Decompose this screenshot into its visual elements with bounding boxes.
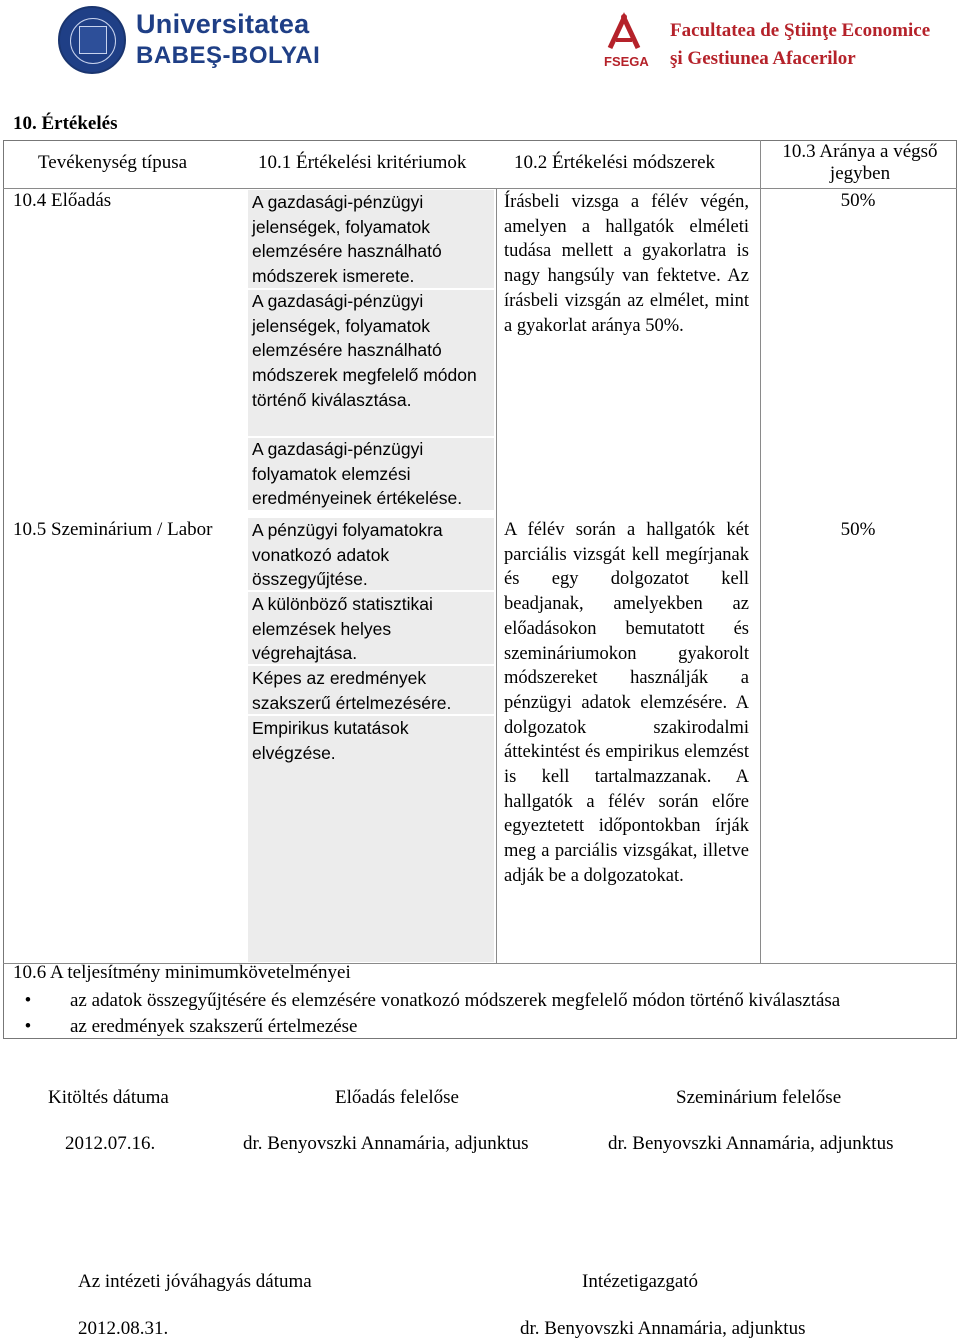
bullet-icon: • bbox=[24, 990, 32, 1011]
row-lecture-criterion: A gazdasági-pénzügyi jelenségek, folyamatok elemzésére használható módszerek ismerete. bbox=[252, 192, 442, 287]
header-activity: Tevékenység típusa bbox=[38, 152, 188, 173]
faculty-name-line2: şi Gestiunea Afacerilor bbox=[670, 48, 856, 69]
director-label: Intézetigazgató bbox=[582, 1271, 699, 1292]
row-lecture-criterion: A gazdasági-pénzügyi folyamatok elemzési eredményeinek értékelése. bbox=[252, 439, 463, 509]
header-criteria: 10.1 Értékelési kritériumok bbox=[258, 152, 467, 173]
minimum-requirements-title: 10.6 A teljesítmény minimumkövetelményei bbox=[13, 962, 351, 983]
fsega-word: FSEGA bbox=[604, 54, 649, 69]
row-seminar-share: 50% bbox=[840, 519, 876, 540]
row-lecture-share: 50% bbox=[840, 190, 876, 211]
row-seminar-criterion: A pénzügyi folyamatokra vonatkozó adatok összegyűjtése. bbox=[252, 520, 443, 590]
fsega-emblem-icon bbox=[604, 12, 644, 54]
header-methods: 10.2 Értékelési módszerek bbox=[514, 152, 716, 173]
row-seminar-criterion: A különböző statisztikai elemzések helyes végrehajtása. bbox=[252, 594, 433, 664]
row-lecture-activity: 10.4 Előadás bbox=[13, 190, 112, 211]
table-divider bbox=[496, 188, 497, 963]
fsega-logo bbox=[604, 12, 931, 74]
list-item bbox=[18, 988, 840, 1014]
approval-date: 2012.08.31. bbox=[78, 1318, 169, 1339]
row-lecture-criterion: A gazdasági-pénzügyi jelenségek, folyamatok elemzésére használható módszerek megfelelő módon történő kiválasztása. bbox=[252, 291, 477, 410]
lecture-owner: dr. Benyovszki Annamária, adjunktus bbox=[243, 1133, 529, 1154]
table-divider bbox=[760, 188, 761, 963]
minimum-requirement-text: az adatok összegyűjtésére és elemzésére vonatkozó módszerek megfelelő módon történő kiválasztása bbox=[70, 990, 841, 1011]
faculty-name-line1: Facultatea de Ştiinţe Economice bbox=[670, 20, 931, 41]
header-share: 10.3 Aránya a végső jegyben bbox=[782, 141, 938, 184]
university-seal-icon bbox=[58, 6, 126, 74]
university-name-line1: Universitatea bbox=[136, 9, 310, 39]
director-name: dr. Benyovszki Annamária, adjunktus bbox=[520, 1318, 806, 1339]
ubb-logo bbox=[58, 6, 388, 72]
row-seminar-activity: 10.5 Szeminárium / Labor bbox=[13, 519, 213, 540]
lecture-owner-label: Előadás felelőse bbox=[335, 1087, 459, 1108]
row-seminar-method: A félév során a hallgatók két parciális vizsgát kell megírjanak és egy dolgozatot kell beadjanak, amelyekben az előadásokon bemutatott és szemináriumokon gyakorolt módszereket használják a pénzügyi adatok elemzésére. A dolgozatok szakirodalmi áttekintést és empirikus elemzést is kell tartalmazzanak. A hallgatók a félév során előre egyeztetett időpontokban írják meg a parciális vizsgákat, illetve adják be a dolgozatokat. bbox=[504, 520, 749, 886]
minimum-requirements-list bbox=[18, 988, 840, 1040]
list-item bbox=[18, 1014, 840, 1040]
row-lecture-method: Írásbeli vizsga a félév végén, amelyen a hallgatók elméleti tudása mellett a gyakorlatra is nagy hangsúly van fektetve. Az írásbeli vizsgán az elmélet, mint a gyakorlat aránya 50%. bbox=[504, 192, 749, 336]
row-seminar-criterion: Empirikus kutatások elvégzése. bbox=[252, 718, 409, 763]
row-seminar-criterion: Képes az eredmények szakszerű értelmezésére. bbox=[252, 668, 452, 713]
approval-date-label: Az intézeti jóváhagyás dátuma bbox=[78, 1271, 312, 1292]
section-title: 10. Értékelés bbox=[13, 113, 118, 134]
fill-date: 2012.07.16. bbox=[65, 1133, 156, 1154]
minimum-requirement-text: az eredmények szakszerű értelmezése bbox=[70, 1016, 358, 1037]
seminar-owner-label: Szeminárium felelőse bbox=[676, 1087, 842, 1108]
bullet-icon: • bbox=[24, 1016, 32, 1037]
university-name-line2: BABEŞ-BOLYAI bbox=[136, 42, 321, 69]
page-header bbox=[0, 0, 960, 80]
fill-date-label: Kitöltés dátuma bbox=[48, 1087, 169, 1108]
table-divider bbox=[760, 140, 761, 188]
seminar-owner: dr. Benyovszki Annamária, adjunktus bbox=[608, 1133, 894, 1154]
